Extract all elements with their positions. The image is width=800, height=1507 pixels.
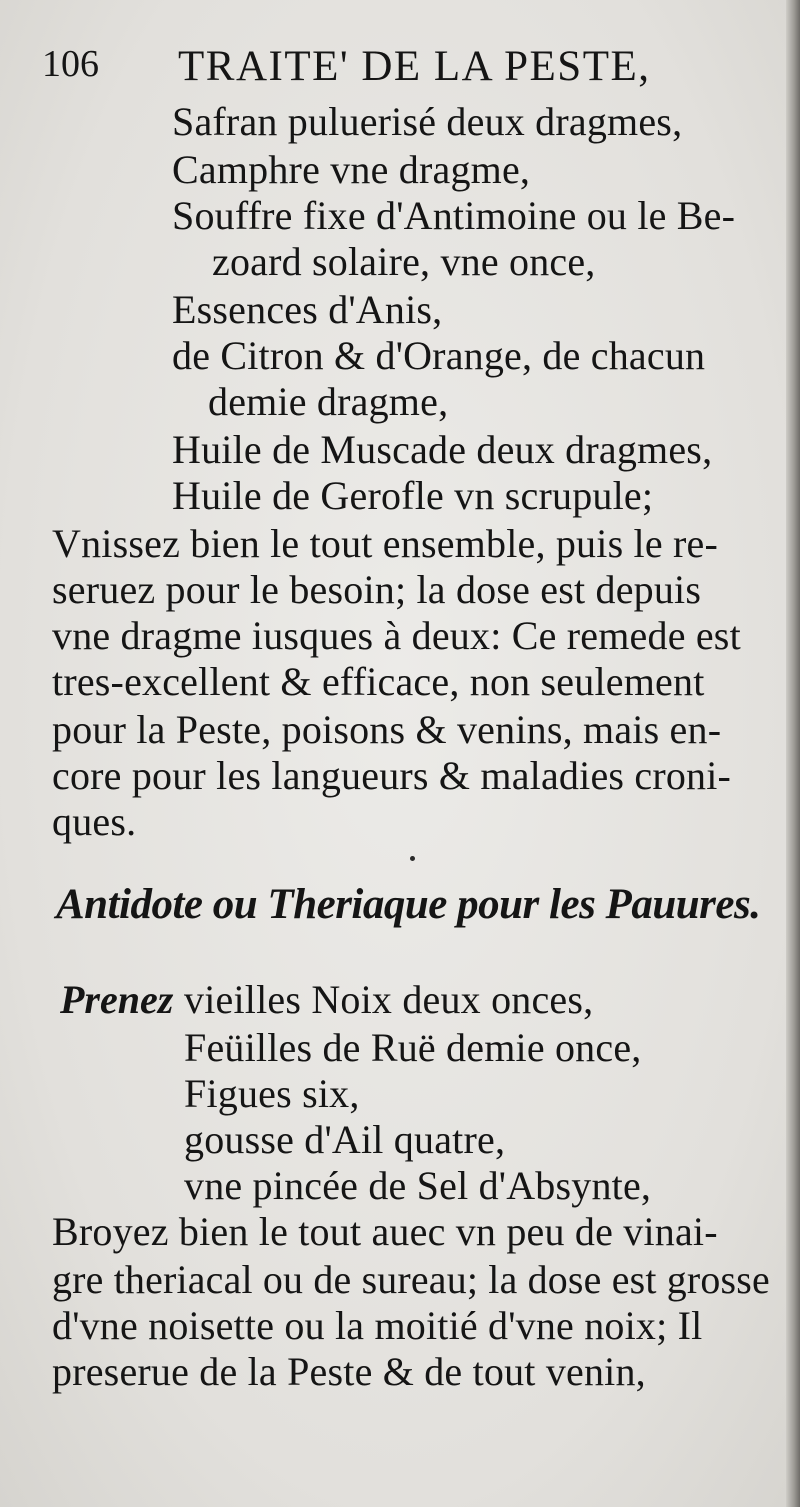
paragraph-line: preserue de la Peste & de tout venin, [52,1349,646,1394]
page-edge-shadow [786,0,800,1507]
paragraph-line: vne dragme iusques à deux: Ce remede est [52,613,741,658]
section-title: Antidote ou Theriaque pour les Pauures. [56,881,761,928]
paragraph-line: Broyez bien le tout auec vn peu de vinai- [52,1209,718,1254]
paragraph-line: d'vne noisette ou la moitié d'vne noix; Il [52,1303,703,1348]
paragraph-line: core pour les langueurs & maladies croni- [52,753,732,798]
divider-dot [410,856,415,861]
recipe-line: de Citron & d'Orange, de chacun [172,333,706,378]
running-title: TRAITE' DE LA PESTE, [178,43,651,90]
paragraph-line: gre theriacal ou de sureau; la dose est grosse [52,1257,770,1302]
recipe-line: vieilles Noix deux onces, [184,977,594,1022]
recipe-line: Figues six, [184,1071,360,1116]
recipe-line: Huile de Gerofle vn scrupule; [172,473,654,518]
recipe-line: vne pincée de Sel d'Absynte, [184,1163,652,1208]
recipe-line: gousse d'Ail quatre, [184,1117,506,1162]
paragraph-line: pour la Peste, poisons & venins, mais en- [52,707,722,752]
recipe-line: Essences d'Anis, [172,287,443,332]
recipe-line: Souffre fixe d'Antimoine ou le Be- [172,193,736,238]
paragraph-line: Vnissez bien le tout ensemble, puis le re- [52,521,718,566]
recipe-line: Feüilles de Ruë demie once, [184,1025,642,1070]
recipe-line: demie dragme, [208,379,449,424]
recipe-line: Camphre vne dragme, [172,147,531,192]
recipe-line: zoard solaire, vne once, [212,239,596,284]
recipe-line: Safran puluerisé deux dragmes, [172,99,683,144]
recipe-line: Huile de Muscade deux dragmes, [172,427,713,472]
prenez-label: Prenez [60,977,174,1022]
paragraph-line: seruez pour le besoin; la dose est depuis [52,567,702,612]
page-number: 106 [42,43,99,85]
paragraph-line: tres-excellent & efficace, non seulement [52,659,705,704]
paragraph-line: ques. [52,799,137,844]
